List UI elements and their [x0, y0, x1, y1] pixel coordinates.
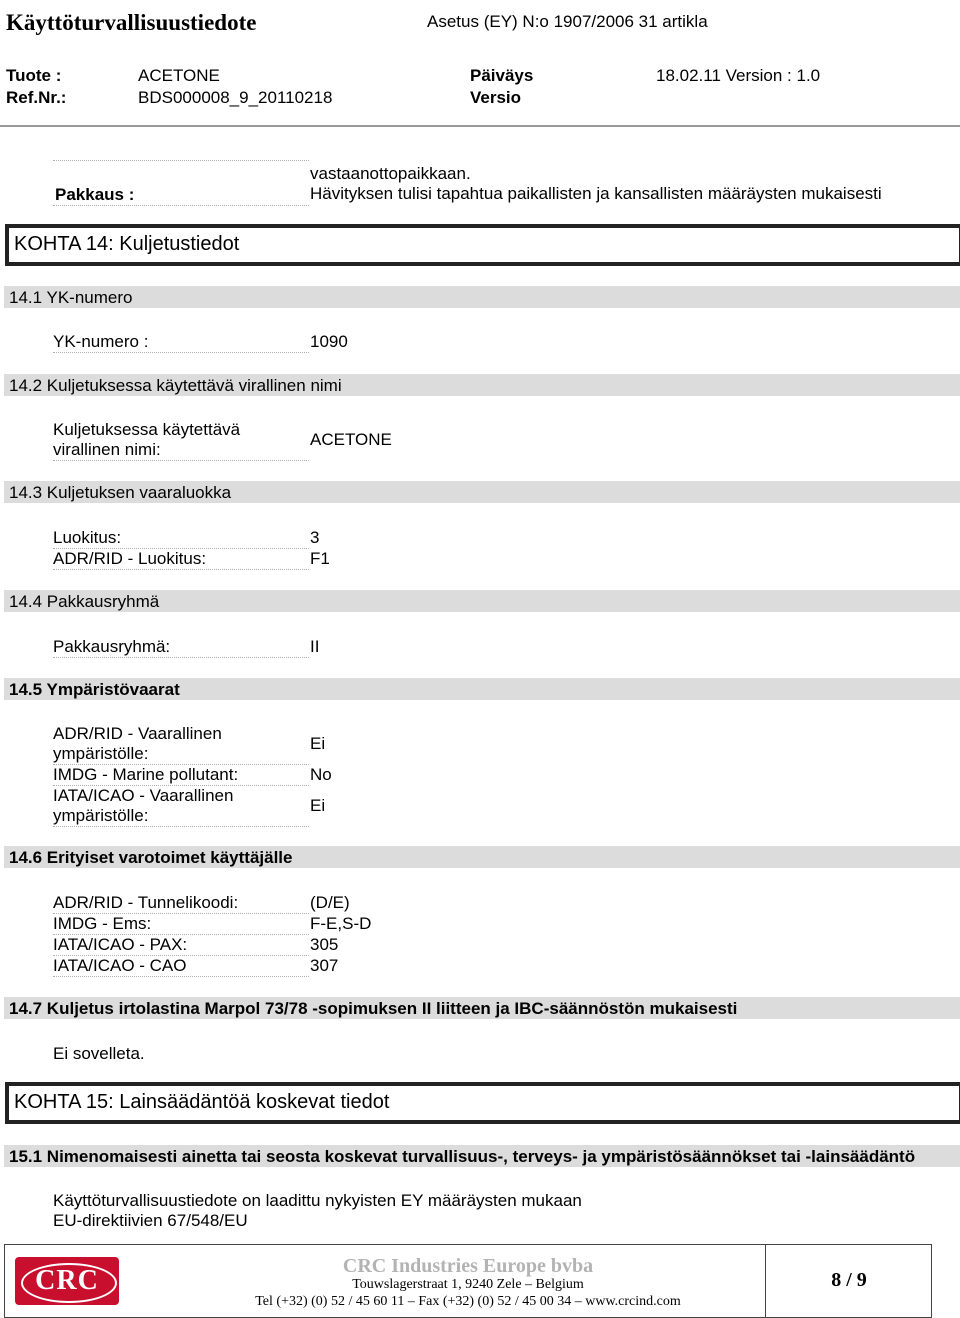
packaging-label-cell [53, 160, 309, 206]
adr-env-hazard-label-line2: ympäristölle: [53, 744, 149, 763]
imdg-ems-value: F-E,S-D [310, 914, 372, 933]
packaging-label: Pakkaus : [55, 185, 135, 204]
adr-class-value: F1 [310, 549, 330, 568]
company-name: CRC Industries Europe bvba [342, 1255, 594, 1277]
ref-label: Ref.Nr.: [6, 88, 67, 107]
section-15-title: KOHTA 15: Lainsäädäntöä koskevat tiedot [14, 1091, 390, 1113]
subsection-14-5-heading: 14.5 Ympäristövaarat [9, 680, 180, 699]
product-label: Tuote : [6, 66, 62, 85]
company-address: Touwslagerstraat 1, 9240 Zele – Belgium [352, 1277, 584, 1292]
footer [4, 1244, 932, 1318]
iata-cao-value: 307 [310, 956, 339, 975]
imdg-pollutant-value: No [310, 765, 332, 784]
iata-env-hazard-label [53, 786, 309, 827]
subsection-14-7 [4, 997, 960, 1019]
subsection-14-2 [4, 374, 960, 396]
date-version-value: 18.02.11 Version : 1.0 [656, 66, 821, 85]
packaging-text-line1: vastaanottopaikkaan. [310, 164, 471, 183]
ref-value: BDS000008_9_20110218 [138, 88, 333, 107]
iata-pax-value: 305 [310, 935, 339, 954]
subsection-14-1 [4, 286, 960, 308]
imdg-ems-label: IMDG - Ems: [53, 914, 309, 935]
crc-logo-text: CRC [35, 1265, 99, 1296]
bulk-transport-text: Ei sovelleta. [53, 1044, 145, 1063]
subsection-14-6 [4, 846, 960, 868]
iata-env-hazard-label-line2: ympäristölle: [53, 806, 149, 825]
regulation-text-line1: Käyttöturvallisuustiedote on laadittu nykyisten EY määräysten mukaan [53, 1191, 582, 1210]
header-divider [0, 125, 960, 127]
section-14-header [5, 224, 960, 266]
shipping-name-value: ACETONE [310, 430, 392, 449]
subsection-14-7-heading: 14.7 Kuljetus irtolastina Marpol 73/78 -sopimuksen II liitteen ja IBC-säännöstön mukaisesti [9, 999, 738, 1018]
shipping-name-label-line1: Kuljetuksessa käytettävä [53, 420, 241, 439]
subsection-15-1-heading: 15.1 Nimenomaisesti ainetta tai seosta koskevat turvallisuus-, terveys- ja ympäristösäännökset tai -lainsäädäntö [9, 1147, 916, 1166]
packaging-text-line2: Hävityksen tulisi tapahtua paikallisten ja kansallisten määräysten mukaisesti [310, 184, 882, 203]
un-number-value: 1090 [310, 332, 348, 351]
document-title: Käyttöturvallisuustiedote [6, 10, 257, 35]
iata-pax-label: IATA/ICAO - PAX: [53, 935, 309, 956]
product-value: ACETONE [138, 66, 220, 85]
un-number-label: YK-numero : [53, 332, 309, 353]
class-label: Luokitus: [53, 528, 309, 549]
shipping-name-label [53, 420, 309, 461]
section-15-header [5, 1082, 960, 1124]
packing-group-label: Pakkausryhmä: [53, 637, 309, 658]
regulation-text-line2: EU-direktiivien 67/548/EU [53, 1211, 248, 1230]
regulation-reference: Asetus (EY) N:o 1907/2006 31 artikla [427, 12, 708, 31]
date-label: Päiväys [470, 66, 534, 85]
adr-env-hazard-label [53, 724, 309, 765]
iata-cao-label: IATA/ICAO - CAO [53, 956, 309, 977]
class-value: 3 [310, 528, 320, 547]
subsection-14-5 [4, 678, 960, 700]
page-number-box [765, 1245, 932, 1317]
version-label: Versio [470, 88, 522, 107]
subsection-15-1 [4, 1145, 960, 1167]
subsection-14-3 [4, 481, 960, 503]
tunnel-code-value: (D/E) [310, 893, 350, 912]
subsection-14-4-heading: 14.4 Pakkausryhmä [9, 592, 160, 611]
adr-class-label: ADR/RID - Luokitus: [53, 549, 309, 570]
imdg-pollutant-label: IMDG - Marine pollutant: [53, 765, 309, 786]
subsection-14-4 [4, 590, 960, 612]
shipping-name-label-line2: virallinen nimi: [53, 440, 161, 459]
page-number: 8 / 9 [831, 1269, 867, 1291]
subsection-14-6-heading: 14.6 Erityiset varotoimet käyttäjälle [9, 848, 293, 867]
tunnel-code-label: ADR/RID - Tunnelikoodi: [53, 893, 309, 914]
company-contact: Tel (+32) (0) 52 / 45 60 11 – Fax (+32) (0) 52 / 45 00 34 – www.crcind.com [255, 1294, 681, 1309]
iata-env-hazard-label-line1: IATA/ICAO - Vaarallinen [53, 786, 234, 805]
section-14-title: KOHTA 14: Kuljetustiedot [14, 233, 240, 255]
packing-group-value: II [310, 637, 320, 656]
subsection-14-3-heading: 14.3 Kuljetuksen vaaraluokka [9, 483, 232, 502]
subsection-14-1-heading: 14.1 YK-numero [9, 288, 133, 307]
subsection-14-2-heading: 14.2 Kuljetuksessa käytettävä virallinen nimi [9, 376, 342, 395]
adr-env-hazard-value: Ei [310, 734, 326, 753]
iata-env-hazard-value: Ei [310, 796, 326, 815]
adr-env-hazard-label-line1: ADR/RID - Vaarallinen [53, 724, 222, 743]
